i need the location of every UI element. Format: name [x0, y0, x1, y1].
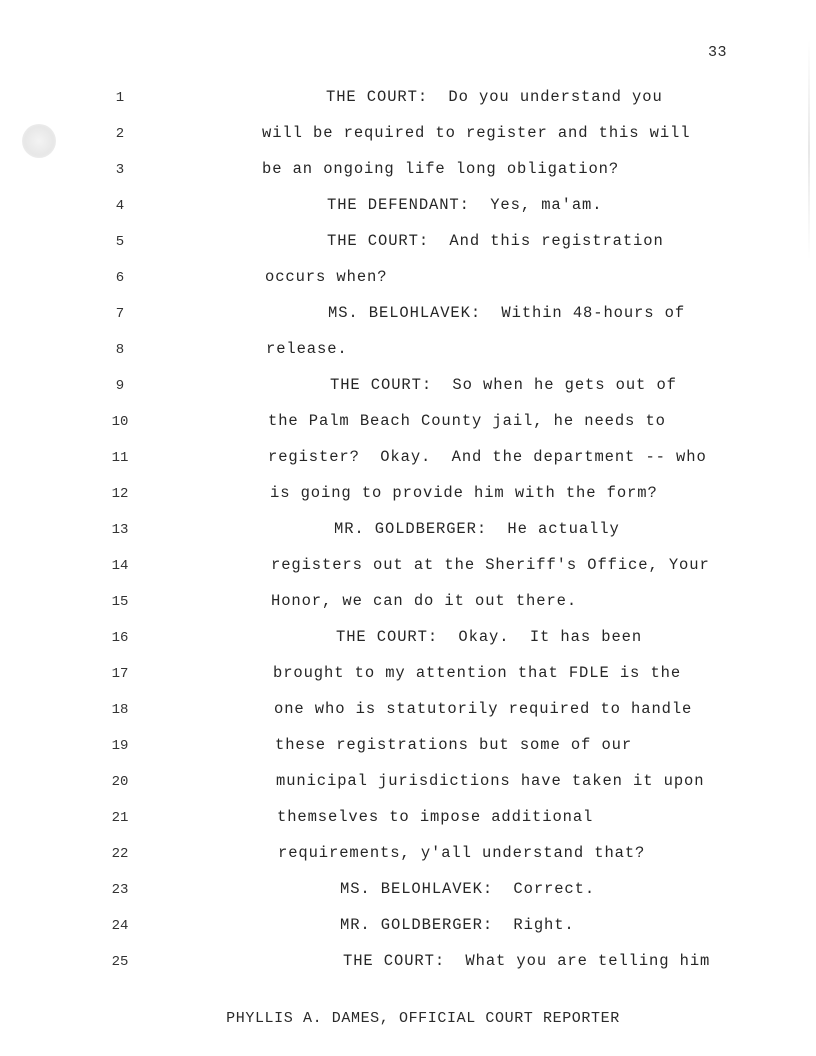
line-number: 1 [115, 90, 125, 106]
line-number: 18 [111, 702, 129, 718]
line-text: brought to my attention that FDLE is the [273, 664, 682, 682]
line-text: themselves to impose additional [277, 808, 594, 826]
line-text: the Palm Beach County jail, he needs to [268, 412, 666, 430]
line-text: occurs when? [265, 268, 388, 286]
line-text: these registrations but some of our [275, 736, 633, 754]
line-text: municipal jurisdictions have taken it upon [276, 772, 705, 790]
line-number: 9 [115, 378, 125, 394]
line-text: MR. GOLDBERGER: Right. [340, 916, 575, 934]
line-text: MR. GOLDBERGER: He actually [334, 520, 620, 538]
transcript-line [0, 484, 816, 504]
line-text: will be required to register and this will [262, 124, 691, 142]
line-text: register? Okay. And the department -- who [268, 448, 707, 466]
transcript-line [0, 736, 816, 756]
line-number: 5 [115, 234, 125, 250]
line-number: 22 [111, 846, 129, 862]
transcript-line [0, 700, 816, 720]
line-text: MS. BELOHLAVEK: Within 48-hours of [328, 304, 686, 322]
line-text: registers out at the Sheriff's Office, Your [271, 556, 710, 574]
line-number: 12 [111, 486, 129, 502]
transcript-line [0, 952, 816, 972]
line-text: is going to provide him with the form? [270, 484, 658, 502]
transcript-line [0, 520, 816, 540]
court-reporter-footer: PHYLLIS A. DAMES, OFFICIAL COURT REPORTER [226, 1010, 620, 1027]
transcript-line [0, 808, 816, 828]
transcript-line [0, 664, 816, 684]
line-number: 10 [111, 414, 129, 430]
line-text: MS. BELOHLAVEK: Correct. [340, 880, 596, 898]
line-number: 8 [115, 342, 125, 358]
page-number: 33 [708, 44, 728, 61]
transcript-line [0, 412, 816, 432]
transcript-line [0, 844, 816, 864]
line-text: one who is statutorily required to handle [274, 700, 693, 718]
transcript-line [0, 376, 816, 396]
page-edge-shadow [808, 40, 810, 260]
transcript-line [0, 88, 816, 108]
line-text: THE COURT: Okay. It has been [336, 628, 643, 646]
transcript-line [0, 124, 816, 144]
line-text: THE COURT: What you are telling him [343, 952, 711, 970]
line-number: 14 [111, 558, 129, 574]
line-number: 23 [111, 882, 129, 898]
transcript-line [0, 916, 816, 936]
line-number: 19 [111, 738, 129, 754]
line-text: requirements, y'all understand that? [278, 844, 646, 862]
transcript-line [0, 160, 816, 180]
line-number: 13 [111, 522, 129, 538]
line-number: 25 [111, 954, 129, 970]
line-number: 6 [115, 270, 125, 286]
transcript-line [0, 448, 816, 468]
transcript-line [0, 628, 816, 648]
line-number: 11 [111, 450, 129, 466]
transcript-line [0, 556, 816, 576]
line-number: 20 [111, 774, 129, 790]
line-number: 7 [115, 306, 125, 322]
line-number: 24 [111, 918, 129, 934]
line-text: THE COURT: And this registration [327, 232, 664, 250]
transcript-line [0, 340, 816, 360]
line-number: 3 [115, 162, 125, 178]
line-text: be an ongoing life long obligation? [262, 160, 620, 178]
line-number: 21 [111, 810, 129, 826]
transcript-line [0, 196, 816, 216]
transcript-line [0, 232, 816, 252]
line-text: THE DEFENDANT: Yes, ma'am. [327, 196, 603, 214]
line-number: 2 [115, 126, 125, 142]
transcript-line [0, 592, 816, 612]
line-number: 15 [111, 594, 129, 610]
transcript-line [0, 304, 816, 324]
transcript-line [0, 268, 816, 288]
line-number: 17 [111, 666, 129, 682]
line-number: 4 [115, 198, 125, 214]
transcript-line [0, 772, 816, 792]
line-text: THE COURT: Do you understand you [326, 88, 663, 106]
line-text: release. [266, 340, 348, 358]
transcript-line [0, 880, 816, 900]
line-number: 16 [111, 630, 129, 646]
line-text: THE COURT: So when he gets out of [330, 376, 677, 394]
line-text: Honor, we can do it out there. [271, 592, 578, 610]
